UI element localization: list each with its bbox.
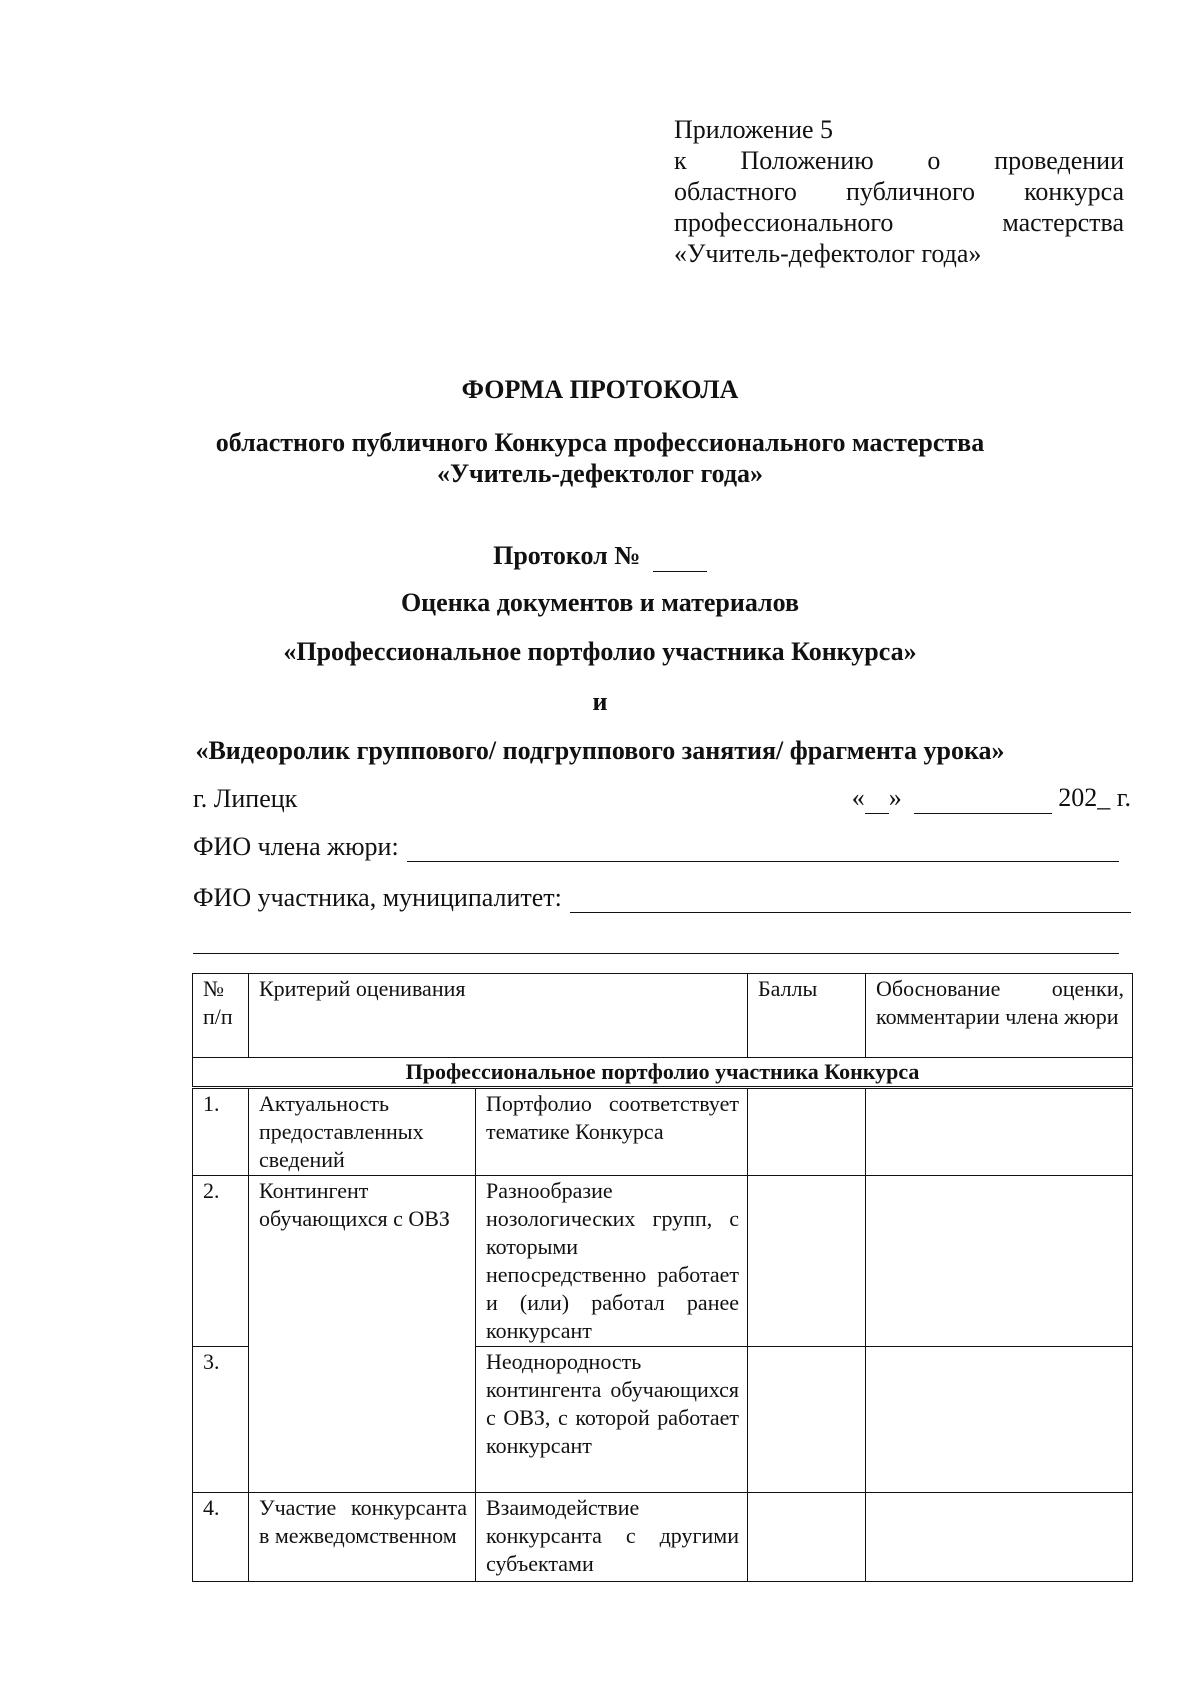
row-score-cell[interactable] [748, 1347, 866, 1493]
jury-label: ФИО члена жюри: [193, 832, 399, 861]
participant-row [193, 882, 1131, 913]
row-indicator: Разнообразие нозологических групп, с которыми непосредственно работает и (или) работал ранее конкурсант [476, 1176, 748, 1347]
row-indicator: Портфолио соответствует тематике Конкурса [476, 1088, 748, 1176]
appendix-line-5: «Учитель-дефектолог года» [674, 239, 982, 268]
city-date-row [193, 782, 1131, 814]
appendix-line-4: профессионального мастерства [674, 208, 1124, 237]
year: 202_ г. [1058, 783, 1131, 812]
jury-name-field[interactable] [407, 837, 1119, 862]
appendix-line-2: к Положению о проведении [674, 146, 1124, 175]
jury-row [193, 831, 1119, 862]
subtitle-line-2: «Учитель-дефектолог года» [436, 459, 764, 488]
row-criterion: Контингент обучающихся с ОВЗ [249, 1176, 476, 1493]
row-comment-cell[interactable] [866, 1347, 1133, 1493]
appendix-line-1: Приложение 5 [674, 115, 834, 144]
header-justification: Обоснование оценки, комментарии члена жюри [866, 974, 1133, 1058]
heading-video: «Видеоролик группового/ подгруппового занятия/ фрагмента урока» [195, 736, 1005, 765]
heading-evaluation: Оценка документов и материалов [400, 588, 800, 617]
subtitle-line-1: областного публичного Конкурса профессионального мастерства [215, 428, 985, 457]
row-num: 2. [193, 1176, 249, 1347]
day-blank[interactable] [865, 782, 889, 814]
row-indicator: Взаимодействие конкурсанта с другими субъектами [476, 1493, 748, 1582]
row-indicator: Неоднородность контингента обучающихся с ОВЗ, с которой работает конкурсант [476, 1347, 748, 1493]
row-comment-cell[interactable] [866, 1493, 1133, 1582]
row-comment-cell[interactable] [866, 1176, 1133, 1347]
table-row [193, 1088, 1133, 1176]
section-row [193, 1058, 1133, 1088]
appendix-reference [674, 114, 1124, 269]
header-num: № п/п [193, 974, 249, 1058]
protocol-label: Протокол № [493, 541, 641, 570]
row-comment-cell[interactable] [866, 1088, 1133, 1176]
participant-field[interactable] [570, 888, 1131, 913]
appendix-line-3: областного публичного конкурса [674, 177, 1124, 206]
table-header-row [193, 974, 1133, 1058]
row-num: 4. [193, 1493, 249, 1582]
date-open-quote: « [851, 783, 865, 812]
protocol-number-blank[interactable] [653, 540, 707, 572]
row-score-cell[interactable] [748, 1493, 866, 1582]
section-title: Профессиональное портфолио участника Конкурса [193, 1058, 1133, 1088]
city: г. Липецк [193, 784, 298, 813]
row-criterion: Актуальность предоставленных сведений [249, 1088, 476, 1176]
header-criterion: Критерий оценивания [249, 974, 748, 1058]
criteria-table [192, 973, 1133, 1582]
header-score: Баллы [748, 974, 866, 1058]
protocol-number [100, 540, 1100, 572]
heading-portfolio: «Профессиональное портфолио участника Конкурса» [283, 637, 917, 666]
row-criterion: Участие конкурсанта в межведомственном [249, 1493, 476, 1582]
participant-field-continuation[interactable] [193, 953, 1119, 954]
date [852, 782, 1131, 814]
row-score-cell[interactable] [748, 1088, 866, 1176]
participant-label: ФИО участника, муниципалитет: [193, 883, 562, 912]
table-row [193, 1493, 1133, 1582]
month-blank[interactable] [914, 782, 1052, 814]
row-num: 3. [193, 1347, 249, 1493]
date-close-quote: » [888, 783, 902, 812]
row-num: 1. [193, 1088, 249, 1176]
form-title: ФОРМА ПРОТОКОЛА [461, 375, 739, 404]
row-score-cell[interactable] [748, 1176, 866, 1347]
heading-and: и [592, 687, 608, 716]
table-row [193, 1176, 1133, 1347]
